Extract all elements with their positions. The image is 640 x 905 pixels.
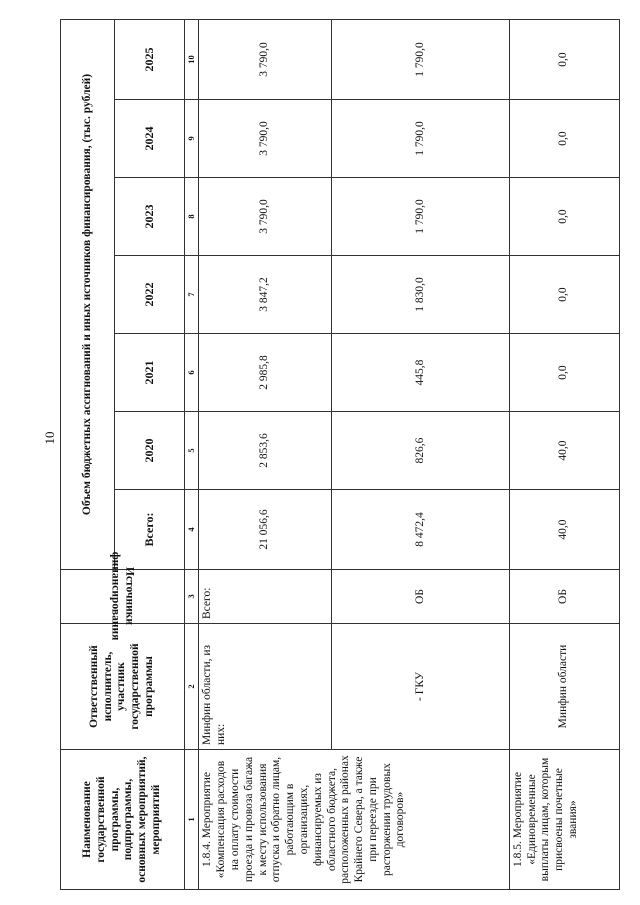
table-row bbox=[509, 19, 619, 889]
value-cell: 826,6 bbox=[332, 412, 510, 490]
event-name: 1.8.4. Мероприятие «Компенсация расходов на оплату стоимости проезда и провоза багажа к месту использования отпуска и обратно лицам, работающим в организациях, финансируемых из областного бюджета, расположенных в районах Крайнего Севера, а также при переезде при расторжении трудовых договоров» bbox=[199, 750, 509, 890]
column-number: 6 bbox=[184, 334, 199, 412]
column-number: 1 bbox=[184, 750, 199, 890]
header-year: 2023 bbox=[114, 178, 184, 256]
source-cell: ОБ bbox=[509, 570, 619, 624]
value-cell: 0,0 bbox=[509, 256, 619, 334]
header-volume: Объем бюджетных ассигнований и иных источников финансирования, (тыс. рублей) bbox=[61, 19, 115, 569]
header-year: 2021 bbox=[114, 334, 184, 412]
executor-cell: Минфин области bbox=[509, 624, 619, 750]
header-executor: Ответственный исполнитель, участник государственной программы bbox=[61, 624, 185, 750]
value-cell: 40,0 bbox=[509, 490, 619, 570]
value-cell: 3 790,0 bbox=[199, 19, 332, 99]
financing-table bbox=[60, 19, 620, 890]
header-total: Всего: bbox=[114, 490, 184, 570]
value-cell: 1 790,0 bbox=[332, 19, 510, 99]
header-year: 2024 bbox=[114, 100, 184, 178]
value-cell: 2 853,6 bbox=[199, 412, 332, 490]
value-cell: 3 847,2 bbox=[199, 256, 332, 334]
value-cell: 1 790,0 bbox=[332, 178, 510, 256]
column-number: 8 bbox=[184, 178, 199, 256]
value-cell: 3 790,0 bbox=[199, 178, 332, 256]
column-number: 4 bbox=[184, 490, 199, 570]
value-cell: 8 472,4 bbox=[332, 490, 510, 570]
source-cell: Всего: bbox=[199, 570, 332, 624]
value-cell: 445,8 bbox=[332, 334, 510, 412]
column-number: 7 bbox=[184, 256, 199, 334]
value-cell: 1 830,0 bbox=[332, 256, 510, 334]
header-year: 2025 bbox=[114, 19, 184, 99]
executor-cell: Минфин области, из них: bbox=[199, 624, 332, 750]
column-number: 9 bbox=[184, 100, 199, 178]
column-number: 10 bbox=[184, 19, 199, 99]
header-year: 2022 bbox=[114, 256, 184, 334]
event-name: 1.8.5. Мероприятие «Единовременные выплаты лицам, которым присвоены почетные звания» bbox=[509, 750, 619, 890]
source-cell: ОБ bbox=[332, 570, 510, 624]
header-row-1 bbox=[61, 19, 115, 889]
table-row bbox=[199, 19, 332, 889]
value-cell: 0,0 bbox=[509, 178, 619, 256]
header-name: Наименование государственной программы, подпрограммы, основных мероприятий, мероприятий bbox=[61, 750, 185, 890]
value-cell: 1 790,0 bbox=[332, 100, 510, 178]
column-number: 3 bbox=[184, 570, 199, 624]
value-cell: 0,0 bbox=[509, 334, 619, 412]
page-number: 10 bbox=[42, 431, 57, 445]
column-number: 5 bbox=[184, 412, 199, 490]
value-cell: 21 056,6 bbox=[199, 490, 332, 570]
header-year: 2020 bbox=[114, 412, 184, 490]
header-source-cell bbox=[61, 552, 185, 641]
value-cell: 0,0 bbox=[509, 19, 619, 99]
column-numbers-row bbox=[184, 19, 199, 889]
rotated-table-container bbox=[60, 20, 620, 890]
executor-cell: - ГКУ bbox=[332, 624, 510, 750]
value-cell: 2 985,8 bbox=[199, 334, 332, 412]
value-cell: 0,0 bbox=[509, 100, 619, 178]
column-number: 2 bbox=[184, 624, 199, 750]
value-cell: 40,0 bbox=[509, 412, 619, 490]
value-cell: 3 790,0 bbox=[199, 100, 332, 178]
header-source: Источники финансирования bbox=[109, 552, 136, 641]
